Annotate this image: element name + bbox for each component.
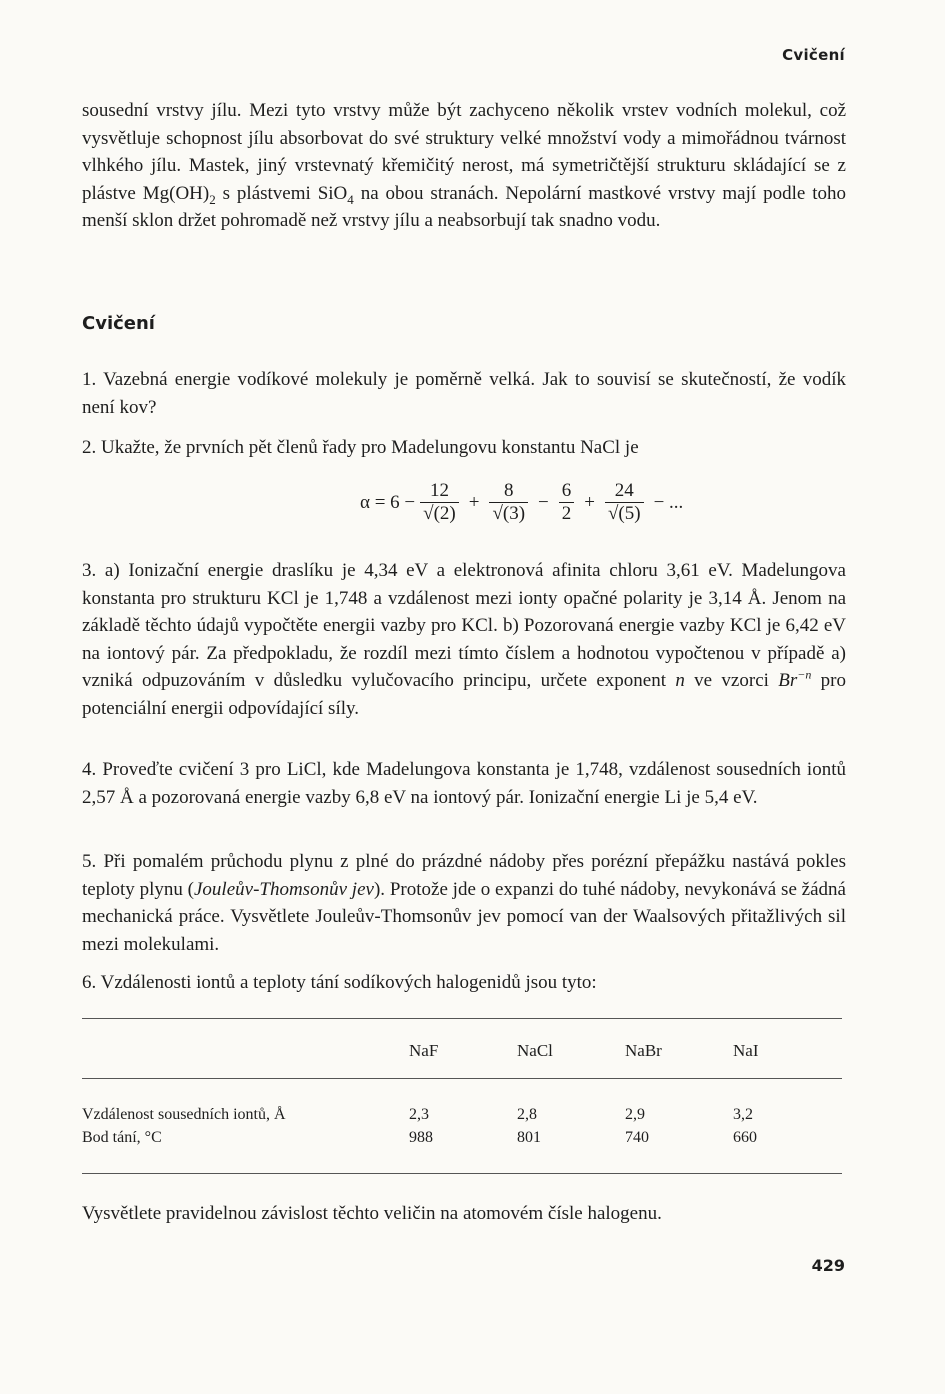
intro-text-b: s plástvemi SiO bbox=[215, 182, 348, 204]
table-header-blank bbox=[82, 1041, 409, 1061]
section-title: Cvičení bbox=[82, 313, 155, 334]
exercise-5 bbox=[82, 848, 846, 958]
exercise-3-text-c: pro potenciální energii odpovídající síly. bbox=[82, 670, 847, 719]
intro-subscript-a: 2 bbox=[209, 191, 216, 207]
exercise-4: 4. Proveďte cvičení 3 pro LiCl, kde Madelungova konstanta je 1,748, vzdálenost sousedních iontů 2,57 Å a pozorovaná energie vazby 6,8 eV na iontový pár. Ionizační energie Li je 5,4 eV. bbox=[82, 759, 846, 808]
exercise-3-text-b: ve vzorci bbox=[684, 670, 779, 691]
fraction-3-denominator: 2 bbox=[559, 502, 575, 525]
formula-lhs: α = 6 − bbox=[360, 491, 416, 513]
exercise-6: 6. Vzdálenosti iontů a teploty tání sodíkových halogenidů jsou tyto: bbox=[82, 972, 597, 993]
column-header: NaF bbox=[409, 1041, 439, 1060]
formula-operator-3: + bbox=[584, 491, 595, 513]
fraction-2-denominator: √(3) bbox=[489, 502, 528, 525]
formula-fraction-3 bbox=[559, 480, 575, 525]
fraction-4-denominator: √(5) bbox=[605, 502, 644, 525]
intro-subscript-b: 4 bbox=[347, 191, 354, 207]
exercise-3-exponent bbox=[797, 668, 811, 682]
exercise-1: 1. Vazebná energie vodíkové molekuly je poměrně velká. Jak to souvisí se skutečností, že vodík není kov? bbox=[82, 369, 846, 418]
table-cell: 660 bbox=[733, 1129, 757, 1146]
fraction-1-numerator: 12 bbox=[429, 480, 449, 501]
column-header: NaBr bbox=[625, 1041, 662, 1060]
madelung-formula bbox=[360, 480, 688, 525]
exercise-5-text-b: ). Protože jde o expanzi do tuhé nádoby, nevykonává se žádná mechanická práce. Vysvětlete Jouleův-Thomsonův jev pomocí van der Waalsových přitažlivých sil mezi molekulami. bbox=[82, 878, 846, 955]
column-header: NaI bbox=[733, 1041, 759, 1060]
intro-paragraph bbox=[82, 97, 846, 235]
exercise-2: 2. Ukažte, že prvních pět členů řady pro Madelungovu konstantu NaCl je bbox=[82, 437, 639, 458]
row-label: Bod tání, °C bbox=[82, 1129, 162, 1146]
formula-fraction-4 bbox=[605, 480, 644, 525]
exercise-3-symbol-br: Br bbox=[778, 670, 798, 691]
fraction-2-numerator: 8 bbox=[504, 480, 514, 501]
running-title: Cvičení bbox=[782, 46, 845, 64]
table-cell: 2,9 bbox=[625, 1106, 645, 1123]
fraction-3-numerator: 6 bbox=[561, 480, 572, 501]
table-header-row bbox=[82, 1019, 842, 1078]
table-body bbox=[82, 1079, 842, 1173]
closing-question: Vysvětlete pravidelnou závislost těchto veličin na atomovém čísle halogenu. bbox=[82, 1203, 662, 1224]
fraction-4-numerator: 24 bbox=[614, 480, 634, 501]
formula-tail: − ... bbox=[653, 491, 684, 513]
intro-text-c: na obou stranách. Nepolární mastkové vrstvy mají podle toho menší sklon držet pohromadě než vrstvy jílu a neabsorbují tak snadno vodu. bbox=[82, 182, 846, 231]
table-cell: 3,2 bbox=[733, 1106, 753, 1123]
table-row bbox=[82, 1103, 842, 1126]
intro-text-a: sousední vrstvy jílu. Mezi tyto vrstvy může být zachyceno několik vrstev vodních molekul, což vysvětluje schopnost jílu absorbovat do své struktury velké množství vody a mimořádnou tvárnost vlhkého jílu. Mastek, jiný vrstevnatý křemičitý nerost, má symetričtější strukturu skládající se z plástve Mg(OH) bbox=[82, 100, 846, 204]
formula-fraction-2 bbox=[489, 480, 528, 525]
exercise-3-exponent-text: −n bbox=[797, 667, 812, 682]
exercise-5-text-a: 5. Při pomalém průchodu plynu z plné do prázdné nádoby přes porézní přepážku nastává pokles teploty plynu ( bbox=[82, 851, 846, 900]
table-bottom-rule bbox=[82, 1173, 842, 1174]
formula-operator-1: + bbox=[468, 491, 480, 513]
page-number: 429 bbox=[811, 1256, 845, 1275]
row-label: Vzdálenost sousedních iontů, Å bbox=[82, 1106, 286, 1123]
fraction-1-denominator: √(2) bbox=[420, 502, 459, 525]
table-cell: 2,8 bbox=[517, 1106, 537, 1123]
exercise-3-text-a: 3. a) Ionizační energie draslíku je 4,34 eV a elektronová afinita chloru 3,61 eV. Madelungova konstanta pro strukturu KCl je 1,748 a vzdálenost mezi ionty opačné polarity je 3,14 Å. Jenom na základě těchto údajů vypočtěte energii vazby pro KCl. b) Pozorovaná energie vazby KCl je 6,42 eV na iontový pár. Za předpokladu, že rozdíl mezi tímto číslem a hodnotou vypočtenou v případě a) vzniká odpuzováním v důsledku vylučovacího principu, určete exponent bbox=[82, 560, 846, 691]
halide-table bbox=[82, 1018, 842, 1174]
table-row bbox=[82, 1126, 842, 1149]
table-cell: 988 bbox=[409, 1129, 433, 1146]
exercise-3 bbox=[82, 557, 846, 722]
exercise-5-term: Jouleův-Thomsonův jev bbox=[193, 878, 374, 900]
formula-operator-2: − bbox=[538, 491, 549, 513]
formula-fraction-1 bbox=[420, 480, 459, 525]
table-cell: 2,3 bbox=[409, 1106, 429, 1123]
table-cell: 740 bbox=[625, 1129, 649, 1146]
table-cell: 801 bbox=[517, 1129, 541, 1146]
exercise-3-symbol-n: n bbox=[675, 670, 685, 691]
column-header: NaCl bbox=[517, 1041, 553, 1060]
